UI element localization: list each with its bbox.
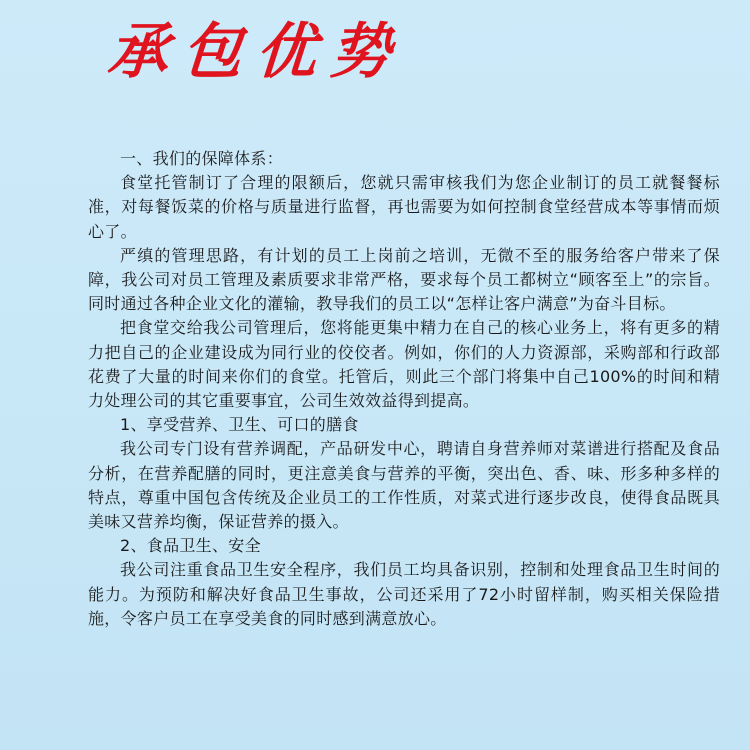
paragraph-hygiene: 我公司注重食品卫生安全程序，我们员工均具备识别，控制和处理食品卫生时间的能力。为预防和解决好食品卫生事故，公司还采用了72小时留样制，购买相关保险措施，令客户员工在享受美食的同时感到满意放心。 xyxy=(88,560,720,628)
section-heading-guarantee: 一、我们的保障体系： xyxy=(120,149,284,168)
paragraph-management: 严缜的管理思路，有计划的员工上岗前之培训，无微不至的服务给客户带来了保障，我公司对员工管理及素质要求非常严格，要求每个员工都树立“顾客至上”的宗旨。同时通过各种企业文化的灌输，教导我们的员工以“怎样让客户满意”为奋斗目标。 xyxy=(88,245,720,314)
section-heading-nutrition: 1、享受营养、卫生、可口的膳食 xyxy=(120,415,359,435)
section-heading-hygiene: 2、食品卫生、安全 xyxy=(120,536,261,556)
paragraph-cost-control: 食堂托管制订了合理的限额后，您就只需审核我们为您企业制订的员工就餐餐标准，对每餐饭菜的价格与质量进行监督，再也需要为如何控制食堂经营成本等事情而烦心了。 xyxy=(88,173,720,241)
page-title: 承包优势 xyxy=(105,17,407,87)
paragraph-focus-core: 把食堂交给我公司管理后，您将能更集中精力在自己的核心业务上，将有更多的精力把自己的企业建设成为同行业的佼佼者。例如，你们的人力资源部，采购部和行政部花费了大量的时间来你们的食堂。托管后，则此三个部门将集中自己100%的时间和精力处理公司的其它重要事宜，公司生效效益得到提高。 xyxy=(88,318,720,411)
document-body xyxy=(88,147,720,631)
paragraph-nutrition: 我公司专门设有营养调配，产品研发中心，聘请自身营养师对菜谱进行搭配及食品分析，在营养配膳的同时，更注意美食与营养的平衡，突出色、香、味、形多种多样的特点，尊重中国包含传统及企业员工的工作性质，对菜式进行逐步改良，使得食品既具美味又营养均衡，保证营养的摄入。 xyxy=(88,439,720,532)
